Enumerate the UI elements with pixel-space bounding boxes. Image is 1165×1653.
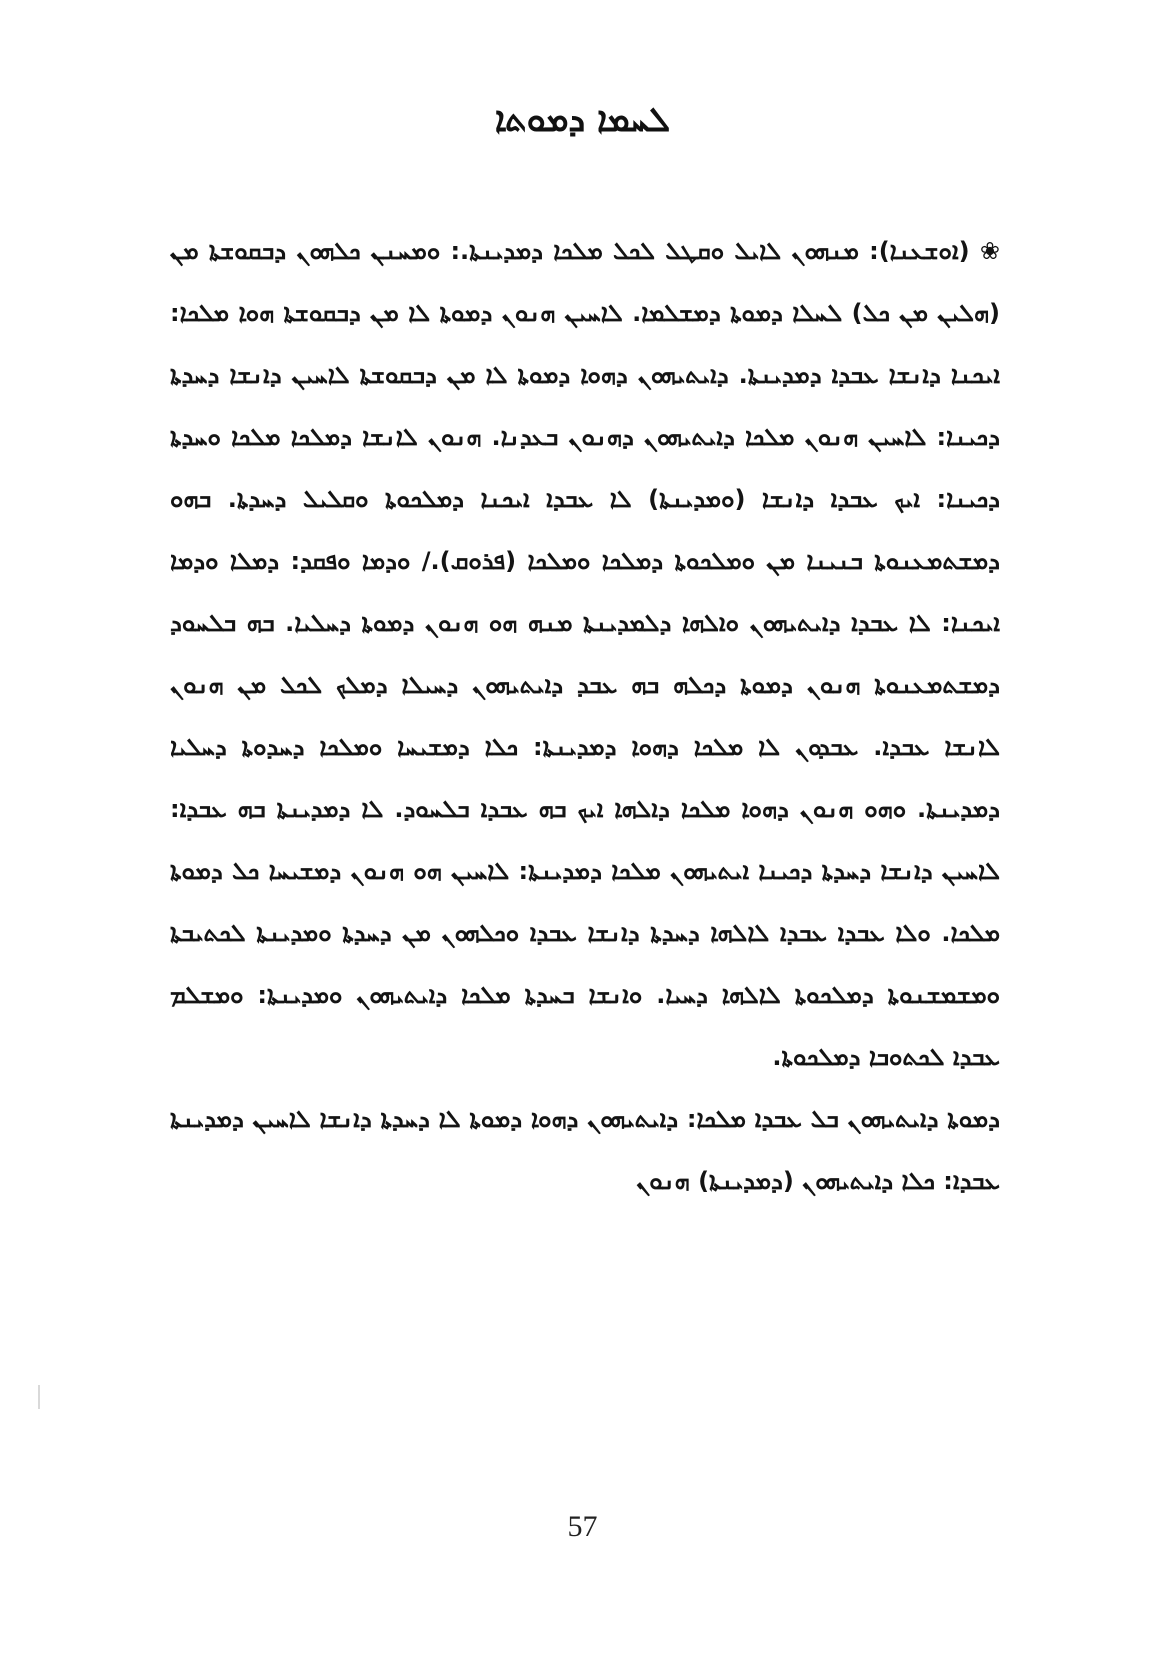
paragraph-two: ܕܡܘܬܐ ܕܐܝܬܝܗܘܢ ܒܠ ܥܒܕܐ ܡܠܟܐ: ܕܐܝܬܝܗܘܢ ܕܗܘܐ ܕܡܘܬܐ ܠܐ ܕܚܕܬܐ ܕܐܢܫܐ ܠܐܚܝܢ ܕܡܕܝܢܬܐ ܥܒܕܐ: ܟܠܐ ܕܐܝܬܝܗܘܢ (ܕܡܕܝܢܬܐ) ܗܢܘܢ bbox=[170, 1105, 1000, 1195]
paragraph-one: ❀ (ܐܘܫܥܢܐ): ܡܢܗܘܢ ܠܐܝܠ ܘܩܛܠ ܠܟܠ ܡܠܟܐ ܕܡܕܝܢܬܐ.: ܘܡܚܢܢ ܟܠܗܘܢ ܕܒܩܘܫܬܐ ܡܢ (ܗܠܝܢ ܡܢ ܟܠ) ܠܚܠܐ ܕܡܘܬܐ ܕܡܫܠܡܐ. ܠܐܚܝܢ ܗܢܘܢ ܕܡܘܬܐ ܠܐ ܡܢ ܕܒܩܘܫܬܐ ܗܘܐ ܡܠܟܐ: ܐܝܟܢܐ ܕܐܢܫܐ ܥܒܕܐ ܕܡܕܝܢܬܐ. ܕܐܝܬܝܗܘܢ ܕܗܘܐ ܕܡܘܬܐ ܠܐ ܡܢ ܕܒܩܘܫܬܐ ܠܐܚܝܢ ܕܐܢܫܐ ܕܚܕܬܐ ܕܟܝܢܐ: ܠܐܚܝܢ ܗܢܘܢ ܡܠܟܐ ܕܐܝܬܝܗܘܢ ܕܗܢܘܢ ܒܥܕܢܐ. ܗܢܘܢ ܠܐܢܫܐ ܕܡܠܟܐ ܡܠܟܐ ܘܚܕܬܐ ܕܟܝܢܐ: ܐܝܟ ܥܒܕܐ ܕܐܢܫܐ (ܘܡܕܝܢܬܐ) ܠܐ ܥܒܕܐ ܐܝܟܢܐ ܕܡܠܟܘܬܐ ܘܩܠܝܠ ܕܚܕܬܐ. ܒܗܘ ܕܡܫܬܡܥܢܘܬܐ ܒܢܝܢܐ ܡܢ ܘܡܠܟܘܬܐ ܕܡܠܟܐ ܘܡܠܟܐ (ܦܪܘܩ)./ ܘܕܡܐ ܘܦܩܕ: ܕܡܠܐ ܘܕܡܐ ܐܝܟܢܐ: ܠܐ ܥܒܕܐ ܕܐܝܬܝܗܘܢ ܘܐܠܗܐ ܕܠܡܕܝܢܬܐ ܡܢܗ ܗܘ ܗܢܘܢ ܕܡܘܬܐ ܕܚܠܝܐ. ܒܗ ܒܠܚܘܕ ܕܡܫܬܡܥܢܘܬܐ ܗܢܘܢ ܕܡܘܬܐ ܕܟܠܗ ܒܗ ܥܒܕ ܕܐܝܬܝܗܘܢ ܕܚܝܠܐ ܕܡܠܟ ܠܟܠ ܡܢ ܗܢܘܢ ܠܐܢܫܐ ܥܒܕܐ. ܥܒܕܘܢ ܠܐ ܡܠܟܐ ܕܗܘܐ ܕܡܕܝܢܬܐ: ܟܠܐ ܕܡܫܝܚܐ ܘܡܠܟܐ ܕܚܕܘܬܐ ܕܚܠܝܐ ܕܡܕܝܢܬܐ. ܘܗܘ ܗܢܘܢ ܕܗܘܐ ܡܠܟܐ ܕܐܠܗܐ ܐܝܟ ܒܗ ܥܒܕܐ ܒܠܚܘܕ. ܠܐ ܕܡܕܝܢܬܐ ܒܗ ܥܒܕܐ: ܠܐܚܝܢ ܕܐܢܫܐ ܕܚܕܬܐ ܕܟܝܢܐ ܐܝܬܝܗܘܢ ܡܠܟܐ ܕܡܕܝܢܬܐ: ܠܐܚܝܢ ܗܘ ܗܢܘܢ ܕܡܫܝܚܐ ܟܠ ܕܡܘܬܐ ܡܠܟܐ. ܘܠܐ ܥܒܕܐ ܥܒܕܐ ܠܐܠܗܐ ܕܚܕܬܐ ܕܐܢܫܐ ܥܒܕܐ ܘܟܠܗܘܢ ܡܢ ܕܚܕܬܐ ܘܡܕܝܢܬܐ ܠܟܬܝܒܬܐ ܘܡܫܡܫܢܘܬܐ ܕܡܠܟܘܬܐ ܠܐܠܗܐ ܕܚܝܐ. ܘܐܢܫܐ ܒܚܕܬܐ ܡܠܟܐ ܕܐܝܬܝܗܘܢ ܘܡܕܝܢܬܐ: ܘܡܫܠܡ ܥܒܕܐ ܠܟܬܘܒܐ ܕܡܠܟܘܬܐ. bbox=[170, 237, 1000, 1071]
margin-mark bbox=[38, 1385, 40, 1409]
body-text bbox=[170, 220, 1000, 1212]
page-number: 57 bbox=[567, 1510, 598, 1543]
page-title: ܠܚܡܐ ܕܡܘܬܐ bbox=[494, 100, 671, 140]
